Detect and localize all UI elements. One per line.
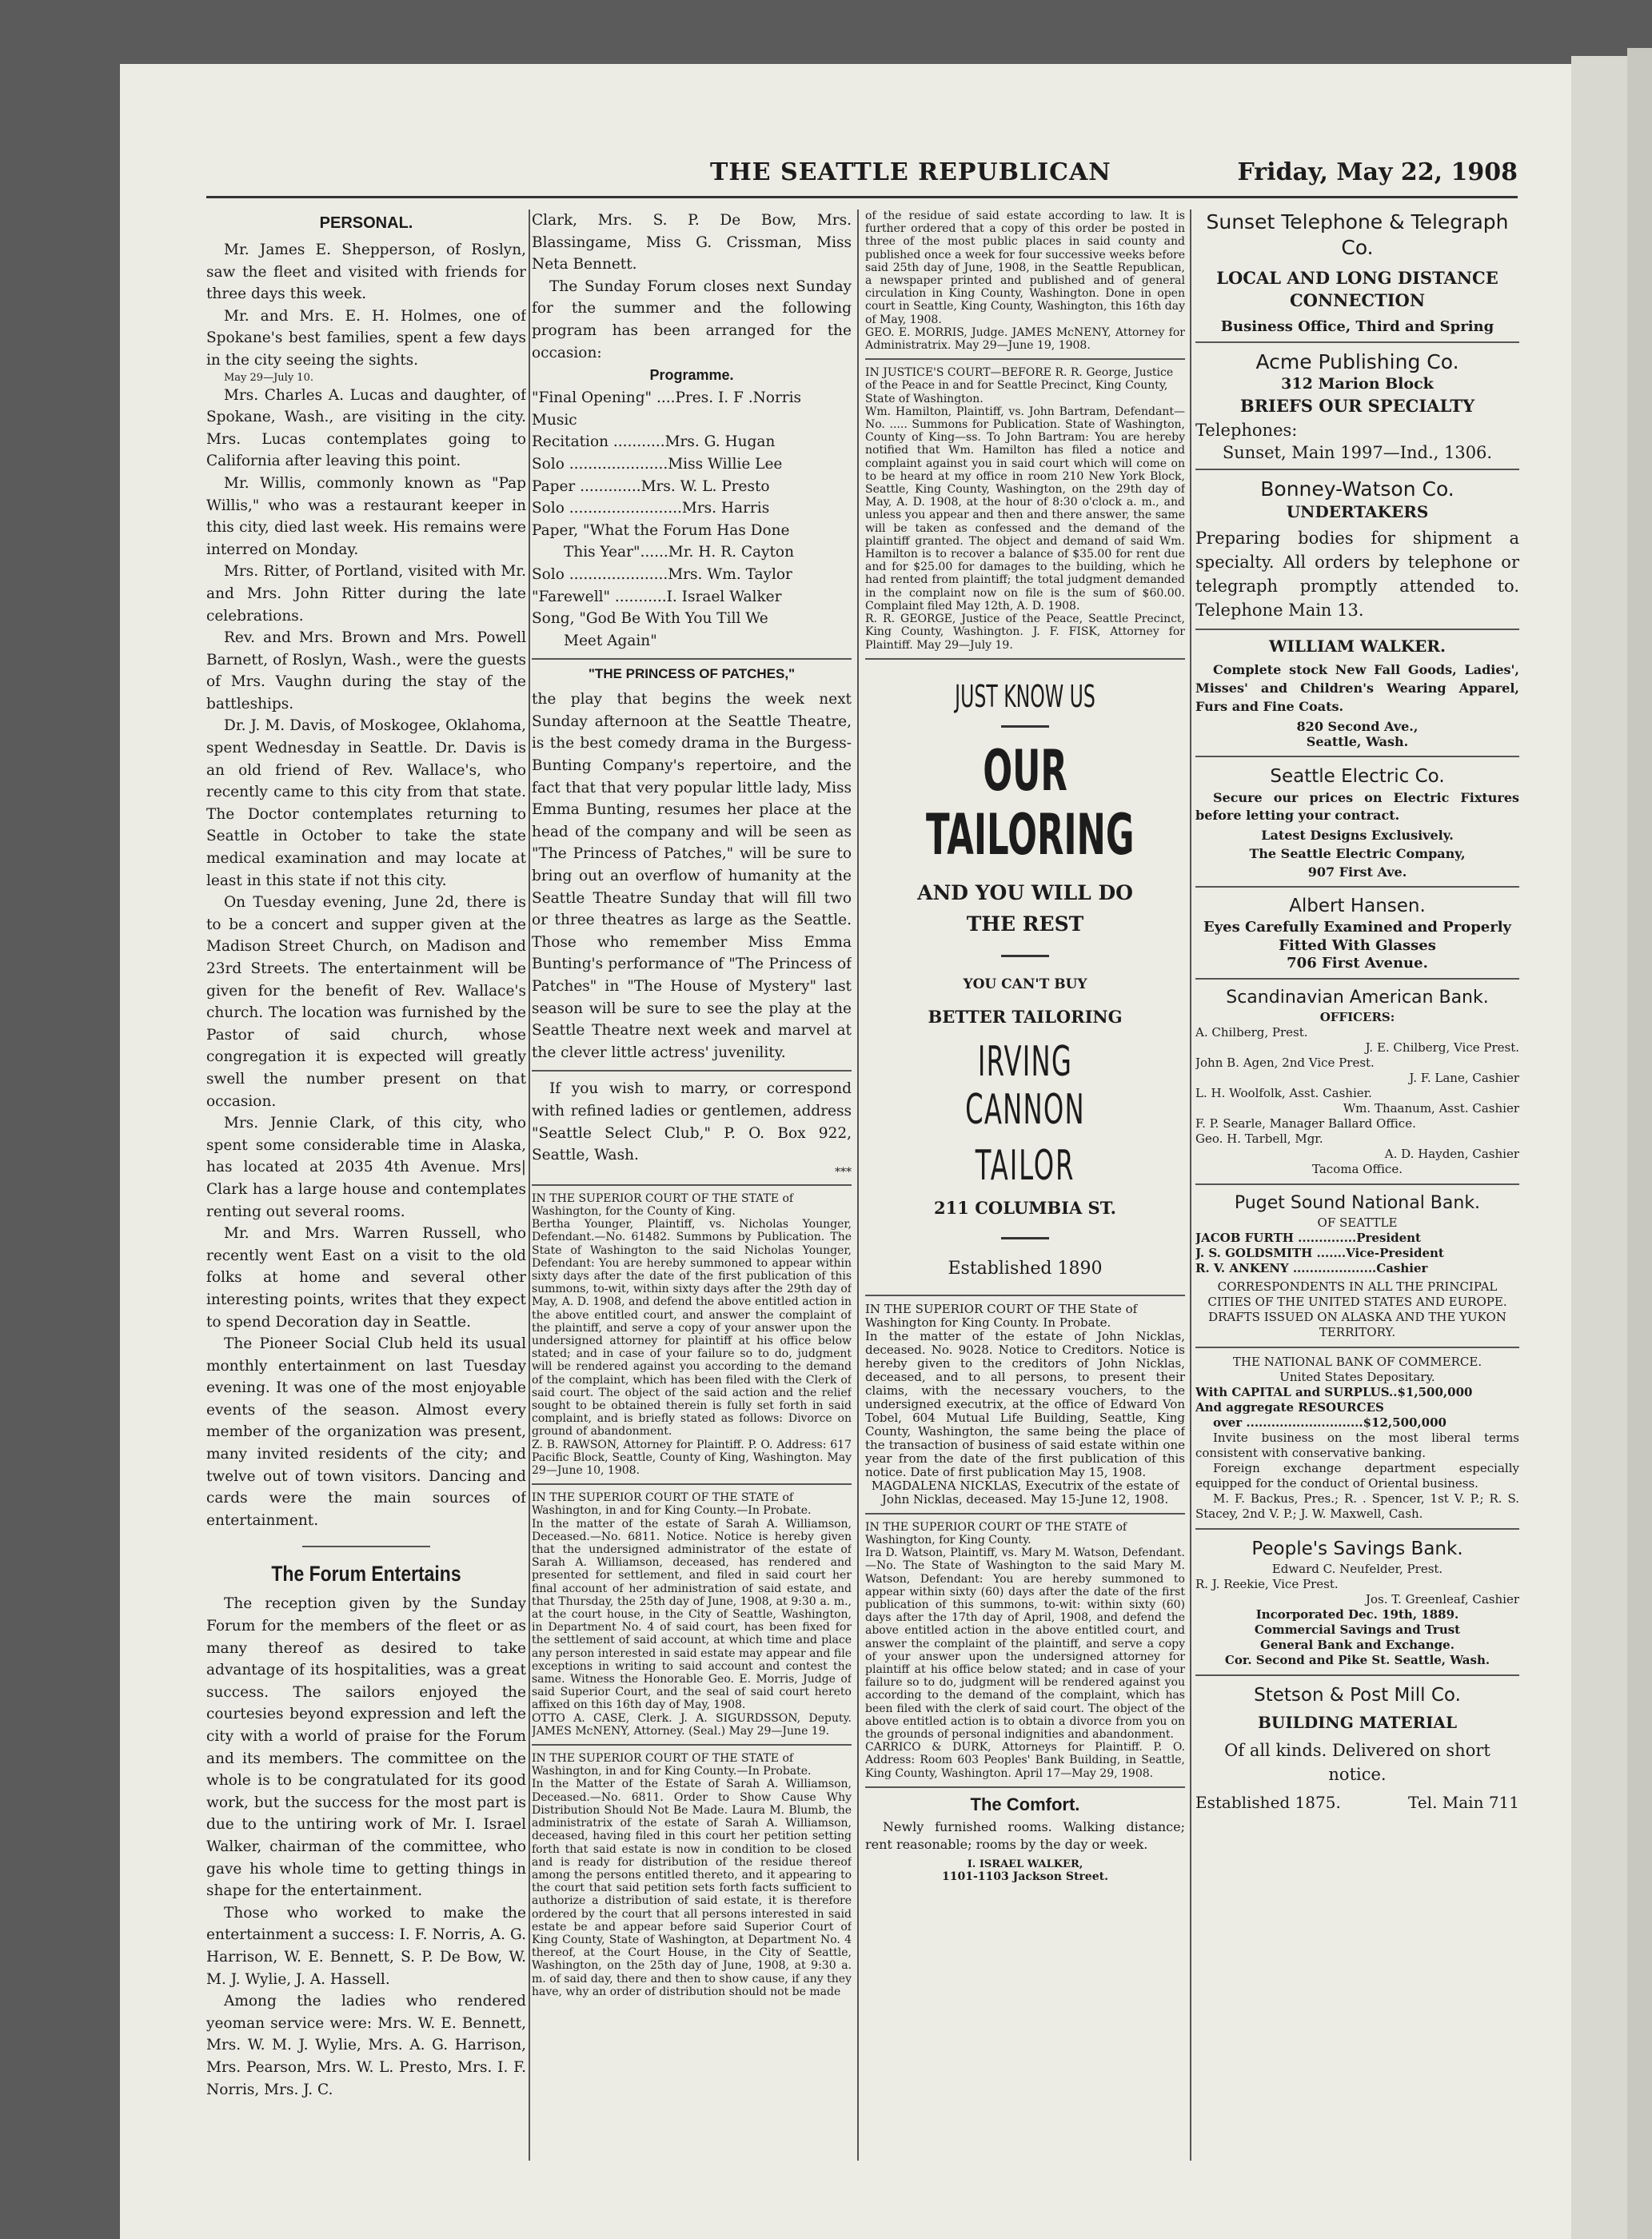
divider <box>532 1744 852 1746</box>
officer: R. V. ANKENY ....................Cashier <box>1195 1261 1428 1275</box>
legal-signature: MAGDALENA NICKLAS, Executrix of the estate of John Nicklas, deceased. May 15-June 12, 1908. <box>871 1478 1179 1507</box>
divider <box>532 1184 852 1186</box>
programme-item: Solo .....................Mrs. Wm. Taylor <box>532 565 792 583</box>
ad-line: OF SEATTLE <box>1317 1215 1398 1230</box>
ad-line: And aggregate RESOURCES <box>1195 1400 1384 1415</box>
article-paragraph: On Tuesday evening, June 2d, there is to be a concert and supper given at the Madison Street Church, on Madison and 23rd Streets. The entertainment will be given for the benefit of Rev. Wallace's church. The location was furnished by the Pastor of said church, whose congregation it is expected will greatly swell the number present on that occasion. <box>206 894 526 1110</box>
programme-item: Recitation ...........Mrs. G. Hugan <box>532 433 776 451</box>
princess-heading: "THE PRINCESS OF PATCHES," <box>588 666 796 682</box>
legal-notice: of the residue of said estate according to law. It is further ordered that a copy of this order be posted in three of the most public places in said county and published once a week for four successive weeks before said 25th day of June, 1908, in the Seattle Republican, a newspaper printed and published and of general circulation in King County, Washington. Done in open court in Seattle, King County, Washington, this 16th day of May, 1908. <box>865 210 1185 326</box>
programme-item: Music <box>532 411 577 429</box>
officer: J. S. GOLDSMITH .......Vice-President <box>1195 1246 1444 1260</box>
ad-headline: OUR TAILORING <box>926 737 1135 868</box>
ad-line: 907 First Ave. <box>1307 864 1407 880</box>
ad-line: With CAPITAL and SURPLUS..$1,500,000 <box>1195 1385 1473 1399</box>
legal-signature: OTTO A. CASE, Clerk. J. A. SIGURDSSON, Deputy. JAMES McNENY, Attorney. (Seal.) May 29—June 19. <box>532 1711 852 1738</box>
masthead-date: Friday, May 22, 1908 <box>1237 158 1518 186</box>
legal-heading: IN THE SUPERIOR COURT OF THE STATE of Washington, for King County. <box>865 1520 1127 1547</box>
ad-text: Foreign exchange department especially equipped for the conduct of Oriental business. <box>1195 1461 1519 1491</box>
ad-rule <box>1001 1237 1049 1239</box>
legal-heading: IN THE SUPERIOR COURT OF THE STATE of Washington, for the County of King. <box>532 1191 794 1218</box>
legal-heading: IN JUSTICE'S COURT—BEFORE R. R. George, Justice of the Peace in and for Seattle Precinct, King County, State of Washington. <box>865 366 1174 405</box>
article-paragraph: Mr. Willis, commonly known as "Pap Willis," who was a restaurant keeper in this city, died last week. His remains were interred on Monday. <box>206 474 526 558</box>
column-3 <box>865 210 1185 2161</box>
ad-text: Of all kinds. Delivered on short notice. <box>1224 1741 1490 1784</box>
article-paragraph: Mr. James E. Shepperson, of Roslyn, saw the fleet and visited with friends for three days this week. <box>206 241 526 303</box>
ad-line: YOU CAN'T BUY <box>963 976 1087 992</box>
comfort-address: 1101-1103 Jackson Street. <box>942 1870 1108 1883</box>
programme-list <box>532 387 852 652</box>
ad-line: 706 First Avenue. <box>1287 955 1428 972</box>
ad-title: Acme Publishing Co. <box>1255 350 1459 373</box>
ad-title: WILLIAM WALKER. <box>1269 637 1446 656</box>
officer: Tacoma Office. <box>1312 1162 1403 1176</box>
ad-line: Sunset, Main 1997—Ind., 1306. <box>1222 443 1493 462</box>
officer: L. H. Woolfolk, Asst. Cashier. <box>1195 1086 1372 1100</box>
ad-line: AND YOU WILL DO <box>917 880 1133 904</box>
legal-notice: Wm. Hamilton, Plaintiff, vs. John Bartram, Defendant—No. ..... Summons for Publication. State of Washington, County of King—ss. To John Bartram: You are hereby notified that Wm. Hamilton has filed a notice and complaint against you in said court which will come on to be heard at my office in room 210 New York Block, Seattle, King County, Washington, on the 29th day of May, A. D. 1908, at the hour of 8:30 o'clock a. m., and unless you appear and then and there answer, the same will be taken as confessed and the demand of the plaintiff granted. The object and demand of said Wm. Hamilton is to recover a balance of $35.00 for rent due and for $25.00 for damages to the building, which he had rented from plaintiff; the total judgment demanded in the complaint now on file is the sum of $60.00. Complaint filed May 12th, A. D. 1908. <box>865 405 1185 613</box>
column-1 <box>206 210 526 2161</box>
divider <box>1195 1674 1519 1676</box>
ad-rule <box>1001 955 1049 957</box>
divider <box>1195 469 1519 470</box>
legal-signature: CARRICO & DURK, Attorneys for Plaintiff. P. O. Address: Room 603 Peoples' Bank Building, in Seattle, King County, Washington. April 17—May 29, 1908. <box>865 1741 1185 1780</box>
programme-item: Meet Again" <box>564 632 657 649</box>
ad-text: Secure our prices on Electric Fixtures before letting your contract. <box>1195 790 1519 823</box>
ad-line: Incorporated Dec. 19th, 1889. <box>1255 1607 1459 1622</box>
officer: John B. Agen, 2nd Vice Prest. <box>1195 1056 1375 1070</box>
article-paragraph: Mrs. Ritter, of Portland, visited with Mr. and Mrs. John Ritter during the late celebrations. <box>206 563 526 625</box>
established: Established 1875. <box>1195 1793 1341 1812</box>
masthead <box>206 158 1518 190</box>
page-edge-back <box>1627 48 1652 2239</box>
divider <box>865 1295 1185 1296</box>
divider <box>865 1513 1185 1515</box>
divider <box>532 658 852 660</box>
officer: J. F. Lane, Cashier <box>1409 1071 1519 1085</box>
ad-rule <box>1001 725 1049 728</box>
officer: A. D. Hayden, Cashier <box>1384 1147 1519 1161</box>
legal-notice: Bertha Younger, Plaintiff, vs. Nicholas Younger, Defendant.—No. 61482. Summons by Publication. The State of Washington to the said Nicholas Younger, Defendant: You are hereby summoned to appear within sixty days after the date of the first publication of this summons, to-wit, within sixty days after the 29th day of May, A. D. 1908, and defend the above entitled action in the above entitled court, and answer the complaint of the plaintiff, and serve a copy of your answer upon the undersigned attorney for plaintiff at his office below stated; and in case of your failure so to do, judgment will be rendered against you according to the demand of the complaint, which has been filed with the Clerk of said court. The object of the said action and the relief sought to be obtained therein is fully set forth in said complaint, and is briefly stated as follows: Divorce on ground of abandonment. <box>532 1218 852 1439</box>
programme-item: Solo .....................Miss Willie Lee <box>532 455 783 473</box>
divider <box>1195 1347 1519 1348</box>
legal-heading: IN THE SUPERIOR COURT OF THE STATE of Washington, in and for King County.—In Probate. <box>532 1752 812 1778</box>
divider <box>865 1786 1185 1788</box>
ad-line: General Bank and Exchange. <box>1260 1638 1454 1652</box>
legal-heading: IN THE SUPERIOR COURT OF THE STATE of Washington, in and for King County.—In Probate. <box>532 1491 812 1518</box>
programme-item: "Final Opening" ....Pres. I. F .Norris <box>532 389 802 407</box>
programme-item: This Year"......Mr. H. R. Cayton <box>564 544 794 561</box>
legal-notice: In the matter of the estate of Sarah A. Williamson, Deceased.—No. 6811. Notice. Notice is hereby given that the undersigned administrator of the estate of Sarah A. Williamson, deceased, has rendered and presented for settlement, and filed in said court her final account of her administration of said estate, and that Thursday, the 25th day of June, 1908, at 9:30 a. m., at the court house, in the City of Seattle, Washington, in Department No. 4 of said court, has been fixed for the settlement of said account, at which time and place any person interested in said estate may appear and file exceptions in writing to said account and contest the same. Witness the Honorable Geo. E. Morris, Judge of said Superior Court, and the seal of said court hereto affixed on this 16th day of May, 1908. <box>532 1517 852 1712</box>
ad-line: Telephones: <box>1195 421 1298 440</box>
ad-line: 312 Marion Block <box>1281 375 1434 393</box>
divider <box>532 1070 852 1072</box>
officer: A. Chilberg, Prest. <box>1195 1025 1308 1040</box>
divider <box>1195 629 1519 630</box>
article-paragraph: Mr. and Mrs. Warren Russell, who recently went East on a visit to the old folks at home and several other interesting points, writes that they expect to spend Decoration day in Seattle. <box>206 1225 526 1331</box>
divider <box>1195 1528 1519 1530</box>
ad-line: JUST KNOW US <box>955 678 1095 714</box>
ad-line: Business Office, Third and Spring <box>1220 318 1494 335</box>
ad-line: THE REST <box>966 912 1084 936</box>
ad-line: over ............................$12,500,000 <box>1213 1415 1446 1430</box>
ad-line: BUILDING MATERIAL <box>1257 1713 1458 1732</box>
divider <box>302 1546 430 1547</box>
programme-item: "Farewell" ...........I. Israel Walker <box>532 588 782 605</box>
legal-signature: R. R. GEORGE, Justice of the Peace, Seattle Precinct, King County, Washington. J. F. FISK, Attorney for Plaintiff. May 29—July 19. <box>865 613 1185 652</box>
divider <box>865 358 1185 360</box>
comfort-text: Newly furnished rooms. Walking distance; rent reasonable; rooms by the day or week. <box>865 1818 1185 1852</box>
legal-signature: Z. B. RAWSON, Attorney for Plaintiff. P. O. Address: 617 Pacific Block, Seattle, County of King, Washington. May 29—June 10, 1908. <box>532 1438 852 1478</box>
divider <box>1195 978 1519 980</box>
ad-address: 211 COLUMBIA ST. <box>934 1197 1116 1218</box>
forum-heading: The Forum Entertains <box>271 1562 461 1586</box>
ad-line: Edward C. Neufelder, Prest. <box>1271 1562 1443 1576</box>
ad-line: LOCAL AND LONG DISTANCE CONNECTION <box>1216 268 1498 310</box>
ad-line: Seattle, Wash. <box>1306 734 1409 749</box>
article-paragraph: Mrs. Charles A. Lucas and daughter, of Spokane, Wash., are visiting in the city. Mrs. Lucas contemplates going to California after leaving this point. <box>206 386 526 470</box>
article-paragraph: Those who worked to make the entertainment a success: I. F. Norris, A. G. Harrison, W. E. Bennett, S. P. De Bow, W. M. J. Wylie, J. A. Hassell. <box>206 1904 526 1988</box>
ad-name: TAILOR <box>975 1141 1075 1190</box>
legal-notice: Ira D. Watson, Plaintiff, vs. Mary M. Watson, Defendant.—No. The State of Washington to the said Mary M. Watson, Defendant: You are hereby summoned to appear within sixty (60) days after the date of the first publication of this summons, to-wit: within sixty (60) days after the 17th day of April, 1908, and defend the above entitled action in the above entitled court, and answer the complaint of the plaintiff, and serve a copy of your answer upon the undersigned attorney for plaintiff at his office below stated; and in case of your failure so to do, judgment will be rendered against you according to the demand of the complaint, which has been filed with the clerk of said court. The object of the above entitled action is to obtain a divorce from you on the grounds of personal indignities and abandonment. <box>865 1547 1185 1741</box>
article-paragraph: Mr. and Mrs. E. H. Holmes, one of Spokane's best families, spent a few days in the city seeing the sights. <box>206 307 526 369</box>
ad-title: Stetson & Post Mill Co. <box>1254 1685 1461 1706</box>
ad-title: Scandinavian American Bank. <box>1226 988 1489 1008</box>
divider <box>1195 1183 1519 1185</box>
legal-heading: IN THE SUPERIOR COURT OF THE State of Washington for King County. In Probate. <box>865 1301 1138 1330</box>
ad-line: Eyes Carefully Examined and Properly Fitted With Glasses <box>1203 919 1512 954</box>
divider <box>865 658 1185 660</box>
ad-line: 820 Second Ave., <box>1296 719 1419 734</box>
article-paragraph: Among the ladies who rendered yeoman service were: Mrs. W. E. Bennett, Mrs. W. M. J. Wylie, Mrs. A. G. Harrison, Mrs. Pearson, Mrs. W. L. Presto, Mrs. I. F. Norris, Mrs. J. C. <box>206 1993 526 2098</box>
ad-text: Preparing bodies for shipment a specialty. All orders by telephone or telegraph promptly attended to. Telephone Main 13. <box>1195 529 1519 620</box>
ad-title: People's Savings Bank. <box>1251 1539 1463 1559</box>
article-paragraph: The Sunday Forum closes next Sunday for the summer and the following program has been arranged for the occasion: <box>532 277 852 361</box>
ad-text: Complete stock New Fall Goods, Ladies', Misses' and Children's Wearing Apparel, Furs and Fine Coats. <box>1195 662 1519 714</box>
comfort-heading: The Comfort. <box>970 1794 1080 1814</box>
divider <box>532 1483 852 1485</box>
ad-line: The Seattle Electric Company, <box>1249 846 1466 861</box>
column-2 <box>532 210 852 2161</box>
ad-line: Cor. Second and Pike St. Seattle, Wash. <box>1224 1653 1490 1667</box>
officer: J. E. Chilberg, Vice Prest. <box>1365 1040 1519 1055</box>
divider <box>1195 341 1519 343</box>
ad-title: Seattle Electric Co. <box>1270 766 1445 787</box>
programme-heading: Programme. <box>649 367 734 384</box>
ad-title: THE NATIONAL BANK OF COMMERCE. <box>1232 1355 1482 1369</box>
ad-line: Commercial Savings and Trust <box>1254 1622 1461 1637</box>
column-rule <box>529 210 530 2161</box>
article-paragraph: Rev. and Mrs. Brown and Mrs. Powell Barnett, of Roslyn, Wash., were the guests of Mrs. Vaughn during the stay of the battleships. <box>206 629 526 712</box>
ad-title: Bonney-Watson Co. <box>1260 477 1454 501</box>
ad-name: IRVING CANNON <box>965 1037 1085 1134</box>
stars: *** <box>835 1165 852 1179</box>
article-paragraph: The reception given by the Sunday Forum for the members of the fleet or as many thereof as desired to take advantage of its hospitalities, was a great success. The sailors enjoyed the courtesies beyond expression and left the city with a world of praise for the Forum and its members. The committee on the whole is to be congratulated for its good work, but the success for the most part is due to the untiring work of Mr. I. Israel Walker, chairman of the committee, who gave his whole time to getting things in shape for the entertainment. <box>206 1595 526 1900</box>
article-paragraph: the play that begins the week next Sunday afternoon at the Seattle Theatre, is the best comedy drama in the Burgess-Bunting Company's repertoire, and the fact that that very popular little lady, Miss Emma Bunting, resumes her place at the head of the company and will be seen as "The Princess of Patches," will be sure to bring out an overflow of humanity at the Seattle Theatre Sunday that will fill two or three theatres as large as the Seattle. Those who remember Miss Emma Bunting's performance of "The Princess of Patches" in "The House of Mystery" last season will be sure to see the play at the Seattle Theatre next week and marvel at the clever little actress' juvenility. <box>532 691 852 1061</box>
ad-title: Albert Hansen. <box>1289 896 1426 916</box>
ad-established: Established 1890 <box>948 1258 1103 1279</box>
telephone: Tel. Main 711 <box>1408 1793 1519 1812</box>
article-paragraph: Mrs. Jennie Clark, of this city, who spent some considerable time in Alaska, has located at 2035 4th Avenue. Mrs| Clark has a large house and contemplates renting out several rooms. <box>206 1115 526 1220</box>
masthead-title: THE SEATTLE REPUBLICAN <box>710 158 1111 186</box>
programme-item: Solo ........................Mrs. Harris <box>532 500 770 517</box>
ad-title: Sunset Telephone & Telegraph Co. <box>1206 210 1509 259</box>
notice-date: May 29—July 10. <box>224 371 313 384</box>
programme-item: Paper .............Mrs. W. L. Presto <box>532 477 770 495</box>
ad-line: BETTER TAILORING <box>928 1006 1123 1027</box>
ad-line: R. J. Reekie, Vice Prest. <box>1195 1577 1339 1591</box>
column-rule <box>1190 210 1191 2161</box>
tailoring-ad <box>865 666 1185 1288</box>
ad-text: Invite business on the most liberal terms consistent with conservative banking. <box>1195 1431 1519 1460</box>
ad-line: Jos. T. Greenleaf, Cashier <box>1366 1592 1519 1606</box>
ad-text: M. F. Backus, Pres.; R. . Spencer, 1st V. P.; R. S. Stacey, 2nd V. P.; J. W. Maxwell, Cash. <box>1195 1491 1519 1521</box>
programme-item: Song, "God Be With You Till We <box>532 610 768 628</box>
officer: JACOB FURTH ..............President <box>1195 1231 1421 1245</box>
legal-signature: GEO. E. MORRIS, Judge. JAMES McNENY, Attorney for Administratrix. May 29—June 19, 1908. <box>865 325 1185 353</box>
divider <box>1195 886 1519 888</box>
personal-heading: PERSONAL. <box>319 214 413 232</box>
ad-footer <box>1195 1793 1519 1812</box>
ad-line: United States Depositary. <box>1279 1370 1435 1384</box>
article-paragraph: The Pioneer Social Club held its usual monthly entertainment on last Tuesday evening. It was one of the most enjoyable events of the season. Almost every member of the organization was present, many invited residents of the city; and twelve out of town visitors. Dancing and cards were the main sources of entertainment. <box>206 1335 526 1529</box>
comfort-signature: I. ISRAEL WALKER, <box>967 1858 1083 1870</box>
article-paragraph: Clark, Mrs. S. P. De Bow, Mrs. Blassingame, Miss G. Crissman, Miss Neta Bennett. <box>532 212 852 273</box>
article-paragraph: If you wish to marry, or correspond with refined ladies or gentlemen, address "Seattle Select Club," P. O. Box 922, Seattle, Wash. <box>532 1080 852 1164</box>
officer: Wm. Thaanum, Asst. Cashier <box>1343 1101 1519 1116</box>
ad-text: CORRESPONDENTS IN ALL THE PRINCIPAL CITIES OF THE UNITED STATES AND EUROPE. DRAFTS ISSUED ON ALASKA AND THE YUKON TERRITORY. <box>1207 1279 1507 1339</box>
ad-line: BRIEFS OUR SPECIALTY <box>1239 396 1475 416</box>
column-rule <box>857 210 859 2161</box>
masthead-rule <box>206 196 1518 198</box>
ad-line: Latest Designs Exclusively. <box>1261 828 1454 843</box>
officer: F. P. Searle, Manager Ballard Office. <box>1195 1116 1416 1131</box>
legal-notice: In the Matter of the Estate of Sarah A. Williamson, Deceased.—No. 6811. Order to Show Cause Why Distribution Should Not Be Made. Laura M. Blumb, the administratrix of the estate of Sarah A. Williamson, deceased, having filed in this court her petition setting forth that said estate is now in condition to be closed and is ready for distribution of the residue thereof among the persons entitled thereto, and it appearing to the court that said petition sets forth facts sufficient to authorize a distribution of said estate, it is therefore ordered by the court that all persons interested in said estate be and appear before said Superior Court of King County, State of Washington, at Department No. 4 thereof, at the Court House, in the City of Seattle, Washington, on the 25th day of June, 1908, at 9:30 a. m. of said day, there and then to show cause, if any they have, why an order of distribution should not be made <box>532 1778 852 1998</box>
ad-line: UNDERTAKERS <box>1286 502 1429 521</box>
divider <box>1195 756 1519 757</box>
programme-item: Paper, "What the Forum Has Done <box>532 521 790 539</box>
officer: Geo. H. Tarbell, Mgr. <box>1195 1131 1323 1146</box>
ad-line: OFFICERS: <box>1319 1010 1395 1024</box>
ad-title: Puget Sound National Bank. <box>1234 1193 1481 1213</box>
column-4 <box>1195 210 1519 2161</box>
legal-notice: In the matter of the estate of John Nicklas, deceased. No. 9028. Notice to Creditors. Notice is hereby given to the creditors of John Nicklas, deceased, and to all persons, to present their claims, with the necessary vouchers, to the undersigned executrix, at the office of Edward Von Tobel, 604 Mutual Life Building, Seattle, King County, Washington, the same being the place of the transaction of business of said estate within one year from the date of the first publication of this notice. Date of first publication May 15, 1908. <box>865 1328 1185 1479</box>
article-paragraph: Dr. J. M. Davis, of Moskogee, Oklahoma, spent Wednesday in Seattle. Dr. Davis is an old friend of Rev. Wallace's, who recently came to this city from that state. The Doctor contemplates returning to Seattle in October to take the state medical examination and may locate at least in this state if not this city. <box>206 717 526 889</box>
